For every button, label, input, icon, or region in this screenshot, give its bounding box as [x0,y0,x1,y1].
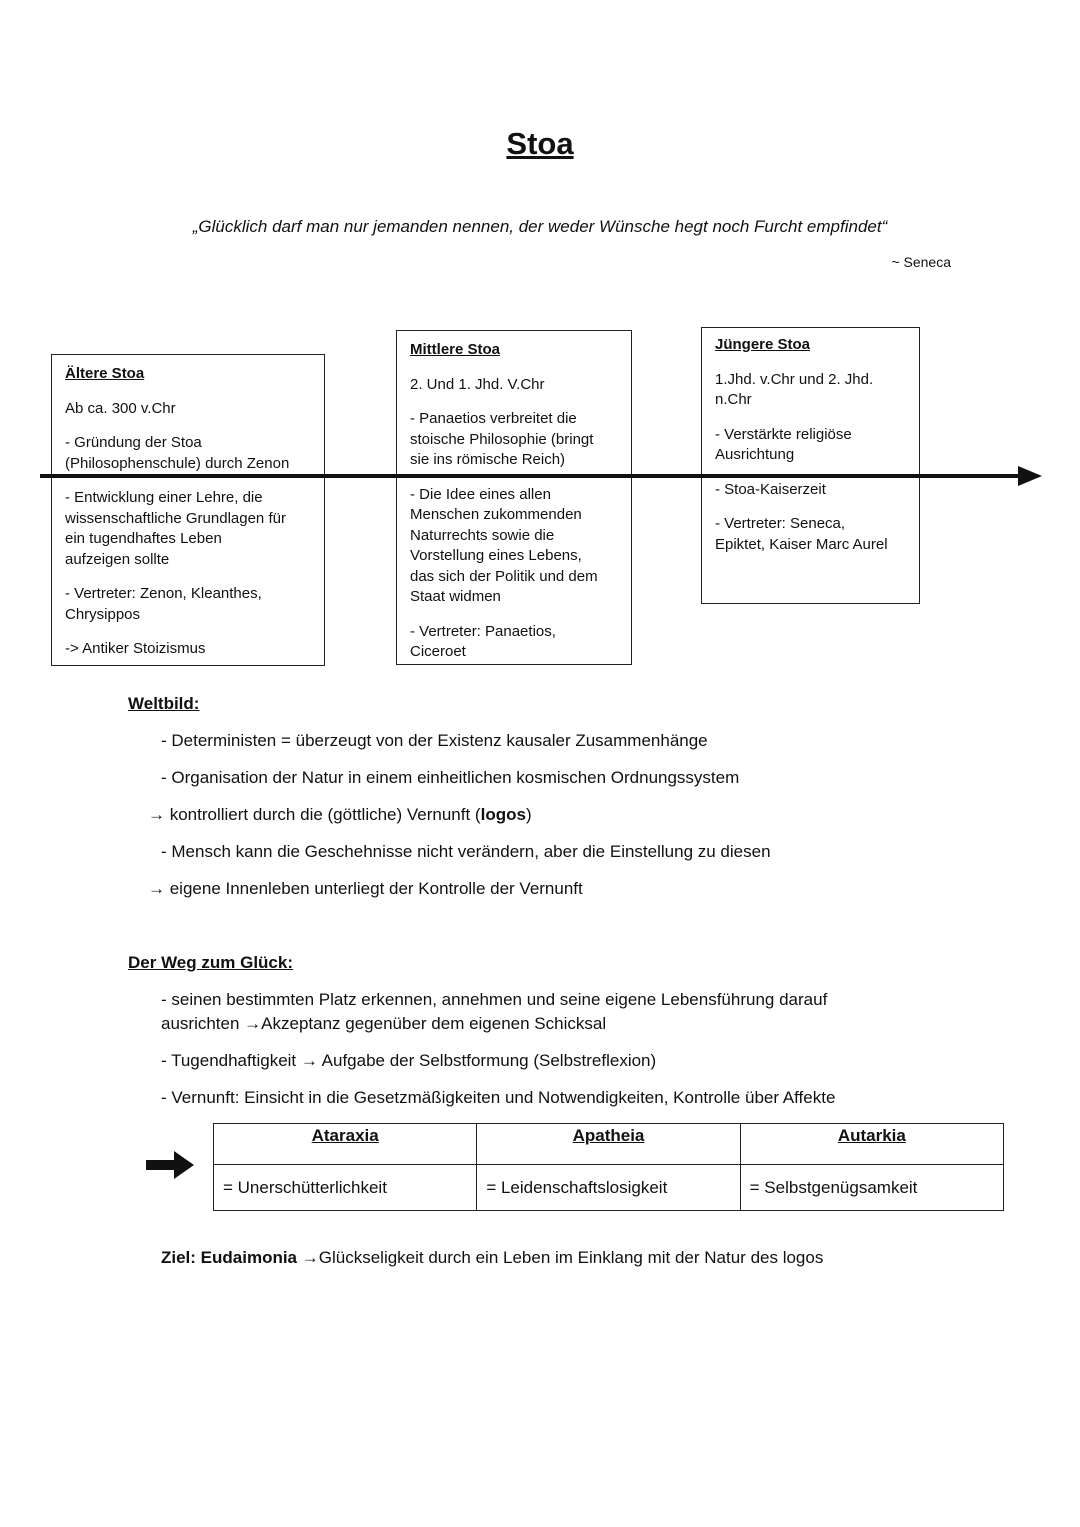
box-date: 2. Und 1. Jhd. V.Chr [410,375,545,393]
box-text: ein tugendhaftes Leben [65,530,222,547]
weltbild-line: - Deterministen = überzeugt von der Existenz kausaler Zusammenhänge [161,731,708,750]
box-text: Epiktet, Kaiser Marc Aurel [715,535,888,553]
timeline-axis [40,474,1025,478]
logos-term: logos [480,805,526,824]
box-text: sie ins römische Reich) [410,451,566,468]
box-text: - Gründung der Stoa [65,434,202,451]
box-heading: Jüngere Stoa [715,336,811,353]
box-text: Chrysippos [65,605,141,623]
box-text: - Die Idee eines allen [410,485,551,503]
box-text: Staat widmen [410,588,501,605]
box-text: -> Antiker Stoizismus [65,640,206,657]
box-text: Ausrichtung [715,446,795,463]
box-text: das sich der Politik und dem [410,567,598,585]
weltbild-line: - Organisation der Natur in einem einheitlichen kosmischen Ordnungssystem [161,768,740,787]
weltbild-line-text: → kontrolliert durch die (göttliche) Vernunft ( [148,805,481,824]
weltbild-line-text: ) [525,805,532,824]
box-date: n.Chr [715,391,752,408]
terms-value-row [214,1165,1004,1211]
ziel-text: →Glückseligkeit durch ein Leben im Einklang mit der Natur des logos [297,1248,824,1267]
weg-line: - seinen bestimmten Platz erkennen, annehmen und seine eigene Lebensführung darauf [161,990,828,1009]
box-juengere-stoa [701,327,920,604]
box-text: - Vertreter: Seneca, [715,515,846,532]
ziel-line [161,1248,823,1268]
weltbild-line: - Mensch kann die Geschehnisse nicht verändern, aber die Einstellung zu diesen [161,842,771,861]
weltbild-line [148,805,532,825]
terms-table [213,1123,1004,1211]
terms-header-row [214,1124,1004,1165]
box-text: Ciceroet [410,643,466,660]
right-arrow-icon [146,1151,194,1179]
quote-author: ~ Seneca [891,254,951,270]
ziel-label: Ziel: Eudaimonia [161,1248,298,1267]
box-text: - Panaetios verbreitet die [410,410,577,427]
weg-line: - Vernunft: Einsicht in die Gesetzmäßigkeiten und Notwendigkeiten, Kontrolle über Affekte [161,1088,836,1107]
weg-line: ausrichten →Akzeptanz gegenüber dem eigenen Schicksal [161,1014,607,1033]
box-text: - Vertreter: Panaetios, [410,622,556,640]
timeline-arrowhead-icon [1018,466,1042,486]
box-heading: Mittlere Stoa [410,341,501,358]
box-text: (Philosophenschule) durch Zenon [65,454,290,472]
page-title: Stoa [506,126,574,161]
box-text: aufzeigen sollte [65,550,170,568]
box-heading: Ältere Stoa [65,365,145,382]
box-mittlere-stoa [396,330,632,665]
box-text: - Vertreter: Zenon, Kleanthes, [65,585,262,602]
term-name: Ataraxia [214,1124,477,1165]
weltbild-line: → eigene Innenleben unterliegt der Kontrolle der Vernunft [148,879,583,898]
weg-heading: Der Weg zum Glück: [128,953,293,972]
box-date: Ab ca. 300 v.Chr [65,399,176,417]
box-text: - Entwicklung einer Lehre, die [65,489,263,506]
quote: „Glücklich darf man nur jemanden nennen, der weder Wünsche hegt noch Furcht empfindet“ [192,217,888,236]
term-meaning: = Unerschütterlichkeit [214,1165,477,1211]
box-text: - Verstärkte religiöse [715,425,852,443]
term-meaning: = Selbstgenügsamkeit [740,1165,1003,1211]
box-aeltere-stoa [51,354,325,666]
term-meaning: = Leidenschaftslosigkeit [477,1165,740,1211]
box-text: Naturrechts sowie die [410,526,555,544]
box-text: wissenschaftliche Grundlagen für [65,509,286,527]
weltbild-heading: Weltbild: [128,694,200,713]
box-text: - Stoa-Kaiserzeit [715,480,826,498]
box-text: stoische Philosophie (bringt [410,430,594,448]
term-name: Autarkia [740,1124,1003,1165]
term-name: Apatheia [477,1124,740,1165]
box-text: Vorstellung eines Lebens, [410,547,582,564]
weg-line: - Tugendhaftigkeit → Aufgabe der Selbstformung (Selbstreflexion) [161,1051,657,1070]
box-text: Menschen zukommenden [410,506,582,523]
box-date: 1.Jhd. v.Chr und 2. Jhd. [715,370,874,388]
